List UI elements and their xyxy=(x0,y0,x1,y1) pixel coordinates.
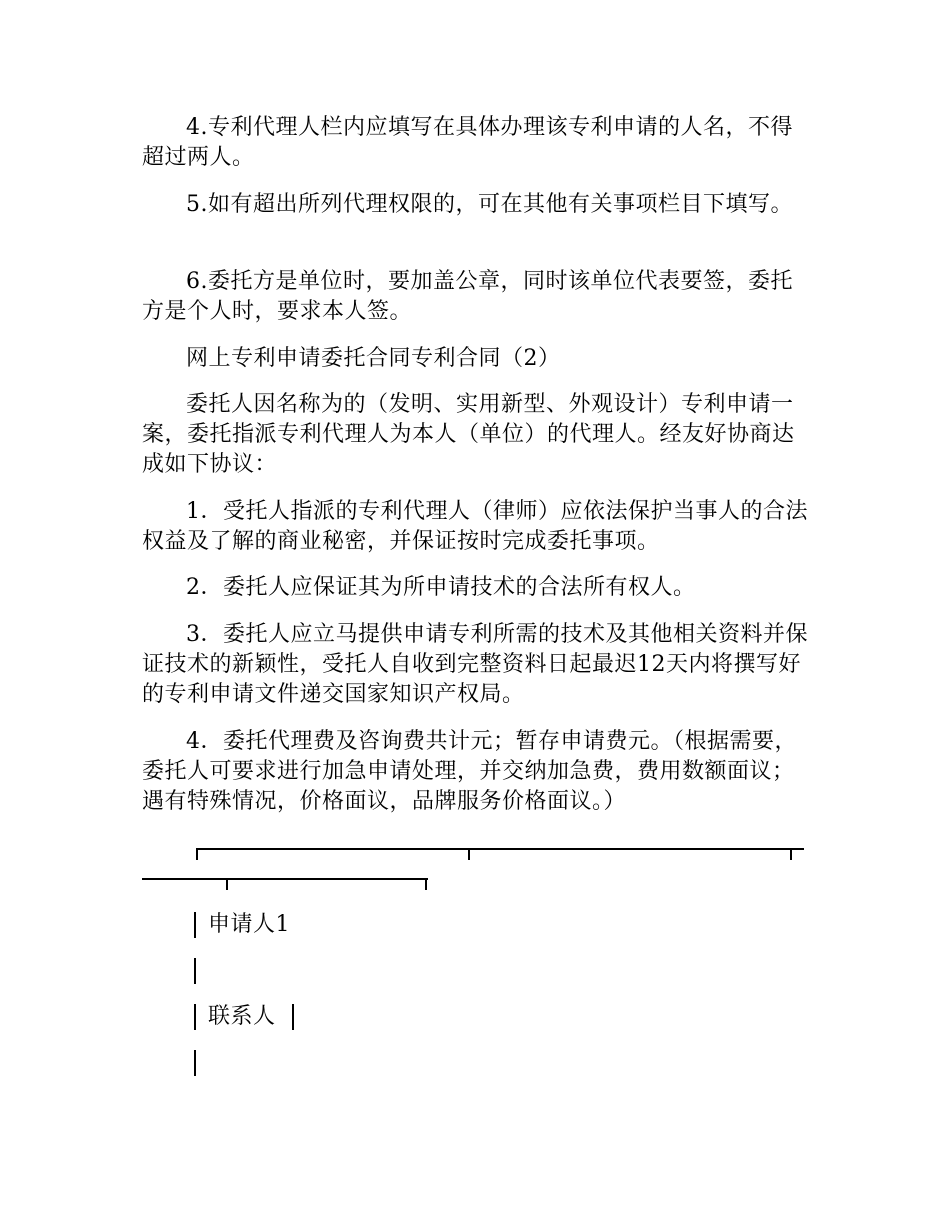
section-heading: 网上专利申请委托合同专利合同（2） xyxy=(186,346,561,371)
paragraph-clause-2: 2．委托人应保证其为所申请技术的合法所有权人。 xyxy=(186,575,696,600)
table-cell-contact: 联系人 xyxy=(208,1004,276,1029)
table-cell-applicant: 申请人1 xyxy=(208,912,290,937)
paragraph-note-5: 5.如有超出所列代理权限的，可在其他有关事项栏目下填写。 xyxy=(186,192,793,217)
paragraph-note-4: 4.专利代理人栏内应填写在具体办理该专利申请的人名，不得超过两人。 xyxy=(142,115,793,170)
paragraph-clause-1: 1．受托人指派的专利代理人（律师）应依法保护当事人的合法权益及了解的商业秘密，并保证按时完成委托事项。 xyxy=(142,499,808,554)
paragraph-note-6: 6.委托方是单位时，要加盖公章，同时该单位代表要签，委托方是个人时，要求本人签。 xyxy=(142,269,793,324)
paragraph-clause-4: 4．委托代理费及咨询费共计元；暂存申请费元。（根据需要，委托人可要求进行加急申请处理，并交纳加急费，费用数额面议；遇有特殊情况，价格面议，品牌服务价格面议。） xyxy=(142,729,797,814)
paragraph-clause-3: 3．委托人应立马提供申请专利所需的技术及其他相关资料并保证技术的新颖性，受托人自收到完整资料日起最迟12天内将撰写好的专利申请文件递交国家知识产权局。 xyxy=(142,622,808,707)
paragraph-intro: 委托人因名称为的（发明、实用新型、外观设计）专利申请一案，委托指派专利代理人为本人（单位）的代理人。经友好协商达成如下协议： xyxy=(142,392,795,477)
